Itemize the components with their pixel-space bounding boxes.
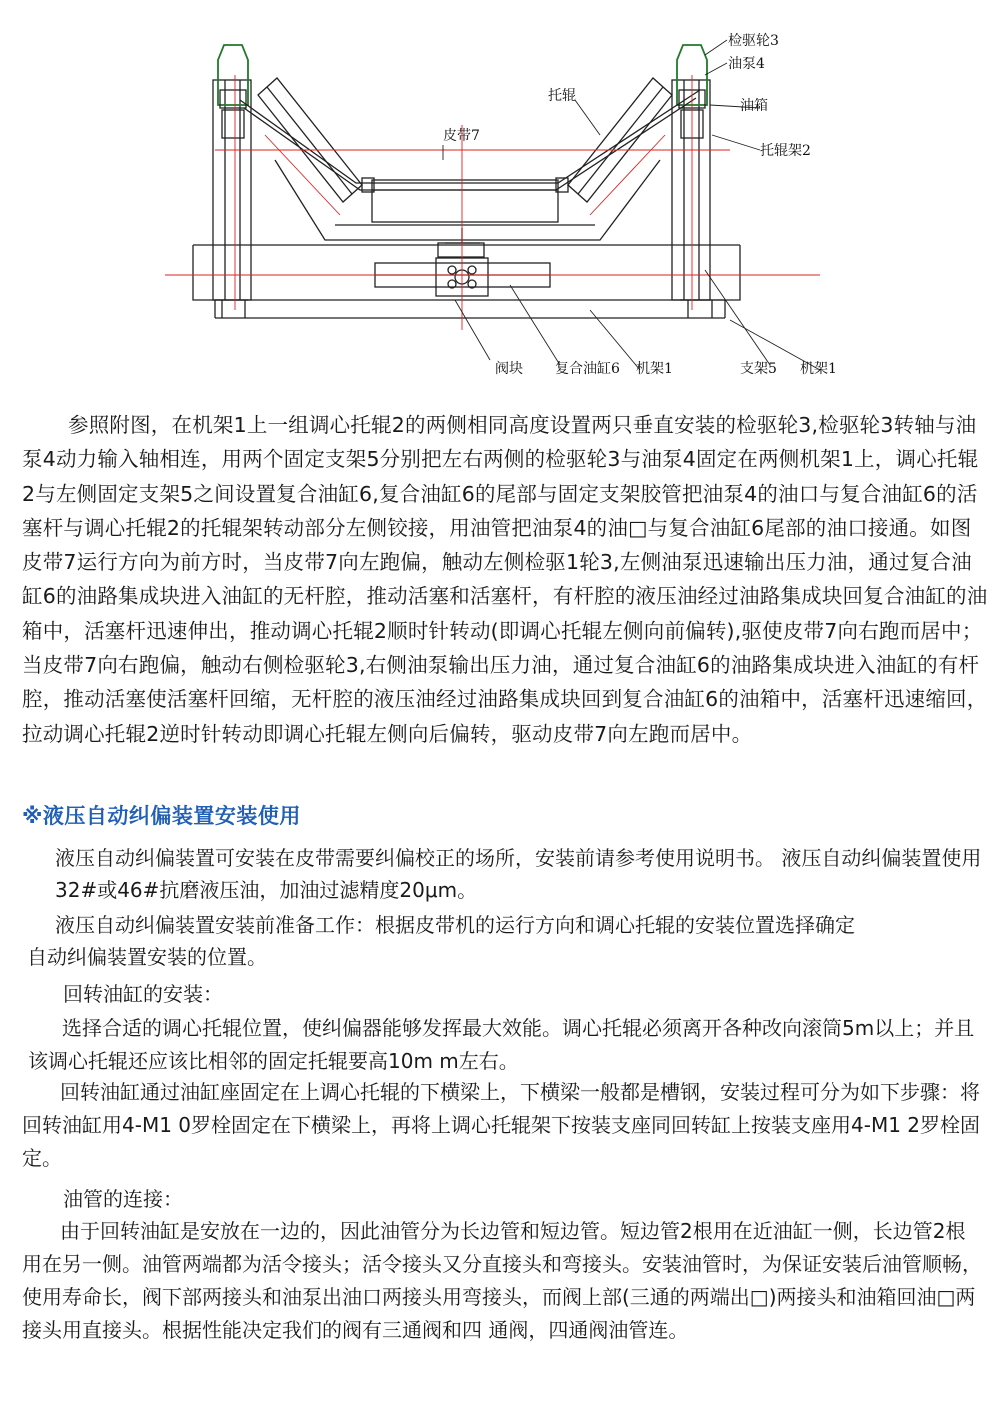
- cylinder-paragraph-1: 选择合适的调心托辊位置，使纠偏器能够发挥最大效能。调心托辊必须离开各种改向滚筒5m以上；并且该调心托辊还应该比相邻的固定托辊要高10m m左右。: [28, 1016, 975, 1073]
- label-roller-frame: 托辊架2: [760, 143, 811, 159]
- belt-idler-diagram: [0, 0, 1000, 400]
- subheading-cylinder: 回转油缸的安装：: [63, 982, 223, 1006]
- prep-line-2: 自动纠偏装置安装的位置。: [27, 945, 267, 969]
- label-oil-tank: 油箱: [740, 98, 768, 114]
- pipe-paragraph: 由于回转油缸是安放在一边的，因此油管分为长边管和短边管。短边管2根用在近油缸一侧，长边管2根用在另一侧。油管两端都为活令接头；活令接头又分直接头和弯接头。安装油管时，为保证安装后油管顺畅，使用寿命长，阀下部两接头和油泵出油口两接头用弯接头，而阀上部(三通的两端出□)两接头和油箱回油□两接头用直接头。根据性能决定我们的阀有三通阀和四 通阀，四通阀油管连。: [22, 1219, 982, 1342]
- cylinder-paragraph-2: 回转油缸通过油缸座固定在上调心托辊的下横梁上，下横梁一般都是槽钢，安装过程可分为如下步骤：将回转油缸用4-M1 0罗栓固定在下横梁上，再将上调心托辊架下按装支座同回转缸上按装支座用4-M1 2罗栓固定。: [22, 1080, 981, 1170]
- label-belt: 皮带7: [443, 128, 480, 144]
- diagram-svg: [0, 0, 1000, 400]
- center-roller: [372, 180, 558, 222]
- label-composite-cylinder: 复合油缸6: [555, 361, 620, 377]
- label-valve-block: 阀块: [495, 361, 523, 377]
- left-inspect-wheel: [218, 45, 248, 105]
- label-bracket: 支架5: [740, 361, 777, 377]
- right-post: [672, 80, 710, 300]
- section-heading: ※液压自动纠偏装置安装使用: [22, 804, 301, 828]
- intro-paragraph: 参照附图，在机架1上一组调心托辊2的两侧相同高度设置两只垂直安装的检驱轮3,检驱轮3转轴与油泵4动力输入轴相连，用两个固定支架5分别把左右两侧的检驱轮3与油泵4固定在两侧机架1上，调心托辊2与左侧固定支架5之间设置复合油缸6,复合油缸6的尾部与固定支架胶管把油泵4的油口与复合油缸6的活塞杆与调心托辊2的托辊架转动部分左侧铰接，用油管把油泵4的油□与复合油缸6尾部的油口接通。如图皮带7运行方向为前方时，当皮带7向左跑偏，触动左侧检驱1轮3,左侧油泵迅速输出压力油，通过复合油缸6的油路集成块进入油缸的无杆腔，推动活塞和活塞杆，有杆腔的液压油经过油路集成块回复合油缸的油箱中，活塞杆迅速伸出，推动调心托辊2顺时针转动(即调心托辊左侧向前偏转),驱使皮带7向右跑而居中；当皮带7向右跑偏，触动右侧检驱轮3,右侧油泵输出压力油，通过复合油缸6的油路集成块进入油缸的有杆腔，推动活塞使活塞杆回缩，无杆腔的液压油经过油路集成块回到复合油缸6的油箱中，活塞杆迅速缩回，拉动调心托辊2逆时针转动即调心托辊左侧向后偏转，驱动皮带7向左跑而居中。: [22, 413, 988, 746]
- label-oil-pump: 油泵4: [728, 56, 765, 72]
- left-post: [213, 80, 251, 300]
- label-frame-a: 机架1: [636, 361, 673, 377]
- subheading-pipe: 油管的连接：: [63, 1187, 183, 1211]
- install-paragraph-1: 液压自动纠偏装置可安装在皮带需要纠偏校正的场所，安装前请参考使用说明书。 液压自动纠偏装置使用32#或46#抗磨液压油，加油过滤精度20μm。: [55, 846, 982, 902]
- label-inspect-wheel: 检驱轮3: [728, 33, 779, 49]
- prep-paragraph: [27, 909, 990, 973]
- label-roller: 托辊: [548, 88, 576, 104]
- prep-line-1: 液压自动纠偏装置安装前准备工作：根据皮带机的运行方向和调心托辊的安装位置选择确定: [55, 913, 855, 937]
- label-frame-b: 机架1: [800, 361, 837, 377]
